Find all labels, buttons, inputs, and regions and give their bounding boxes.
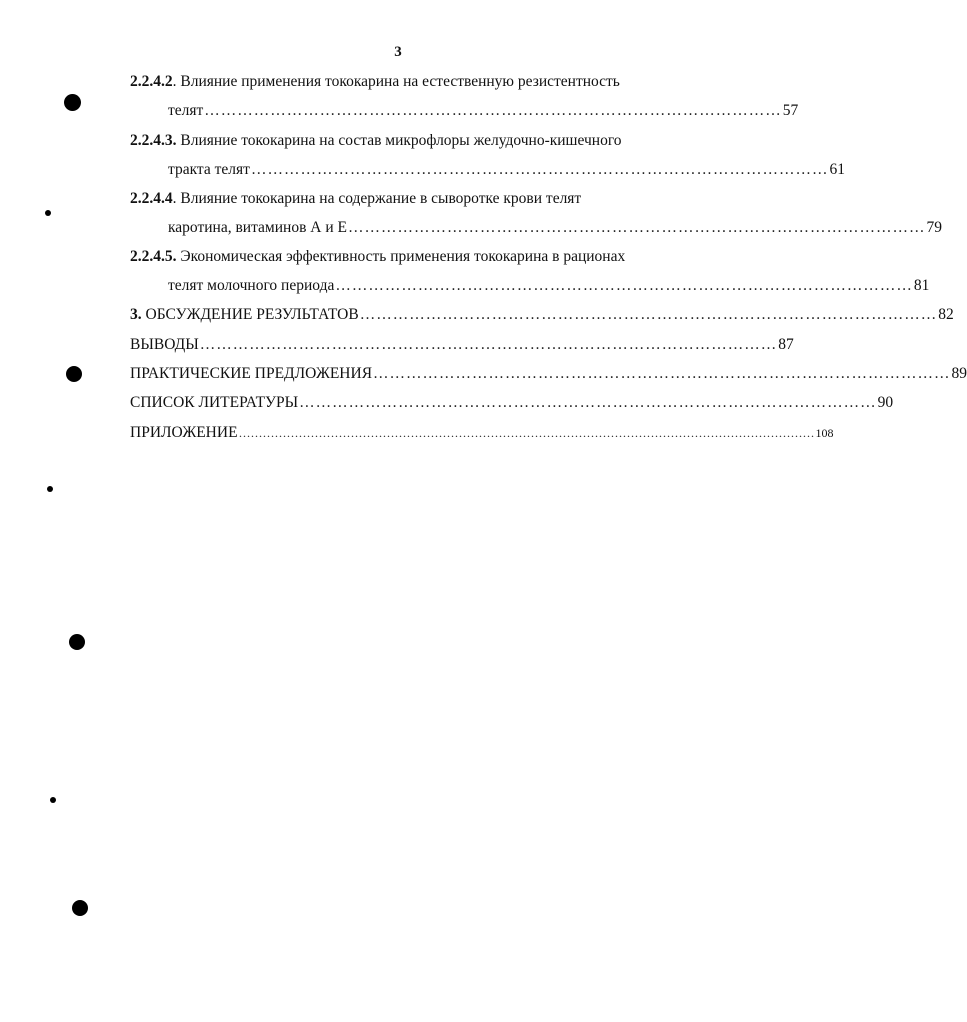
page-ref: 79 xyxy=(926,219,942,236)
section-title: ПРАКТИЧЕСКИЕ ПРЕДЛОЖЕНИЯ xyxy=(130,365,373,382)
toc-entry-2-2-4-3-line1 xyxy=(130,131,622,151)
section-title: СПИСОК ЛИТЕРАТУРЫ xyxy=(130,394,299,411)
toc-entry-references xyxy=(130,393,894,413)
punch-hole xyxy=(66,366,82,382)
page-ref: 87 xyxy=(778,336,794,353)
section-number: 2.2.4.4 xyxy=(130,190,173,207)
toc-entry-conclusions xyxy=(130,335,794,355)
section-title: ВЫВОДЫ xyxy=(130,336,199,353)
punch-hole xyxy=(64,94,81,111)
toc-entry-3 xyxy=(130,305,954,325)
section-number: 3. xyxy=(130,306,142,323)
section-number: 2.2.4.2 xyxy=(130,73,173,90)
section-title-continued: телят xyxy=(168,102,204,119)
section-title: ОБСУЖДЕНИЕ РЕЗУЛЬТАТОВ xyxy=(141,306,359,323)
section-title: . Влияние применения тококарина на естественную резистентность xyxy=(172,73,620,90)
page-number: 3 xyxy=(394,44,402,60)
section-title: . Влияние тококарина на содержание в сыворотке крови телят xyxy=(172,190,582,207)
toc-entry-2-2-4-5-line2 xyxy=(168,276,930,296)
toc-entry-practical-proposals xyxy=(130,364,967,384)
page-ref: 81 xyxy=(913,277,930,294)
page-ref: 61 xyxy=(829,161,845,178)
page-ref: 108 xyxy=(815,426,834,440)
toc-entry-2-2-4-5-line1 xyxy=(130,247,625,267)
section-heading xyxy=(130,305,359,325)
dot-leader: …………………………………………………………………………………………… xyxy=(347,219,926,236)
toc-entry-2-2-4-4-line2 xyxy=(168,218,942,238)
punch-hole xyxy=(45,210,51,216)
punch-hole xyxy=(72,900,88,916)
punch-hole xyxy=(69,634,85,650)
toc-entry-appendix xyxy=(130,423,834,443)
page-ref: 89 xyxy=(951,365,967,382)
toc-entry-2-2-4-2-line2 xyxy=(168,101,799,121)
page-ref: 90 xyxy=(877,394,894,411)
dot-leader: …………………………………………………………………………………………… xyxy=(299,394,877,411)
page-ref: 57 xyxy=(782,102,799,119)
dot-leader: …………………………………………………………………………………………… xyxy=(359,306,938,323)
section-title-continued: телят молочного периода xyxy=(168,277,335,294)
section-title: Экономическая эффективность применения тококарина в рационах xyxy=(176,248,626,265)
dot-leader: …………………………………………………………………………………………… xyxy=(204,102,782,119)
section-title-continued: каротина, витаминов А и Е xyxy=(168,219,347,236)
toc-entry-2-2-4-4-line1 xyxy=(130,189,581,209)
toc-entry-2-2-4-3-line2 xyxy=(168,160,845,180)
section-title: ПРИЛОЖЕНИЕ xyxy=(130,424,238,441)
punch-hole xyxy=(47,486,53,492)
section-number: 2.2.4.3. xyxy=(130,132,177,149)
section-number: 2.2.4.5. xyxy=(130,248,177,265)
page-ref: 82 xyxy=(938,306,954,323)
dot-leader: …………………………………………………………………………………………… xyxy=(199,336,778,353)
dot-leader: …………………………………………………………………………………………… xyxy=(335,277,913,294)
dot-leader: …………………………………………………………………………………………… xyxy=(373,365,951,382)
punch-hole xyxy=(50,797,56,803)
section-title: Влияние тококарина на состав микрофлоры желудочно-кишечного xyxy=(176,132,622,149)
section-title-continued: тракта телят xyxy=(168,161,250,178)
dot-leader: ……………………………………………………………………………………………………………………………… xyxy=(238,426,815,440)
dot-leader: …………………………………………………………………………………………… xyxy=(250,161,829,178)
toc-entry-2-2-4-2-line1 xyxy=(130,72,620,92)
